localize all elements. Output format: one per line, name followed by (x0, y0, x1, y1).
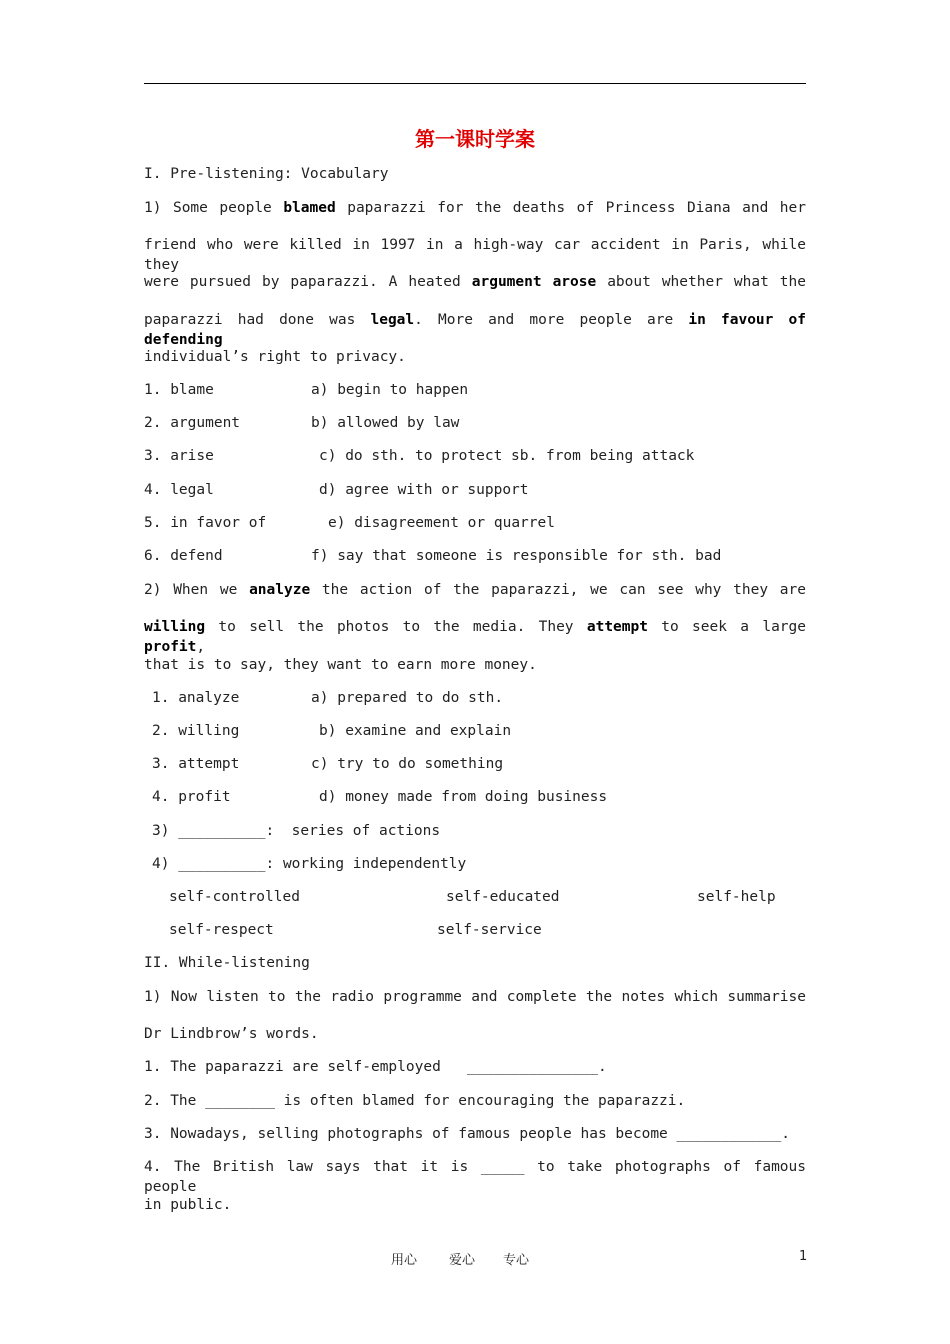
match-definition: b) allowed by law (311, 415, 460, 431)
match-term: 3. attempt (152, 756, 240, 772)
match-definition: e) disagreement or quarrel (328, 515, 555, 531)
paragraph-line: 1) Now listen to the radio programme and complete the notes which summarise (144, 989, 806, 1005)
paragraph-line: 2) When we analyze the action of the paparazzi, we can see why they are (144, 582, 806, 598)
question-item: 2. The ________ is often blamed for encouraging the paparazzi. (144, 1093, 686, 1109)
match-term: 6. defend (144, 548, 223, 564)
match-definition: c) do sth. to protect sb. from being attack (319, 448, 695, 464)
match-definition: d) money made from doing business (319, 789, 608, 805)
match-term: 4. legal (144, 482, 214, 498)
question-item: in public. (144, 1197, 232, 1213)
match-term: 3. arise (144, 448, 214, 464)
blank-item: 4) __________: working independently (152, 856, 467, 872)
match-term: 5. in favor of (144, 515, 267, 531)
match-term: 4. profit (152, 789, 231, 805)
page-title: 第一课时学案 (415, 127, 535, 151)
footer-text: 爱心 (449, 1253, 476, 1268)
word-option: self-respect (169, 922, 274, 938)
word-option: self-service (437, 922, 542, 938)
match-definition: d) agree with or support (319, 482, 529, 498)
match-definition: f) say that someone is responsible for sth. bad (311, 548, 722, 564)
paragraph-line: Dr Lindbrow’s words. (144, 1026, 319, 1042)
header-rule (144, 83, 806, 84)
page-number: 1 (799, 1249, 808, 1264)
match-term: 2. argument (144, 415, 241, 431)
section-heading: II. While-listening (144, 955, 310, 971)
paragraph-line: were pursued by paparazzi. A heated argument arose about whether what the (144, 274, 806, 290)
match-definition: b) examine and explain (319, 723, 512, 739)
section-heading: I. Pre-listening: Vocabulary (144, 166, 389, 182)
paragraph-line: 1) Some people blamed paparazzi for the deaths of Princess Diana and her (144, 200, 806, 216)
match-term: 1. analyze (152, 690, 240, 706)
paragraph-line: that is to say, they want to earn more money. (144, 657, 537, 673)
match-definition: c) try to do something (311, 756, 504, 772)
paragraph-line: paparazzi had done was legal. More and more people are in favour of defending (144, 312, 806, 348)
word-option: self-controlled (169, 889, 300, 905)
word-option: self-help (697, 889, 776, 905)
question-item: 3. Nowadays, selling photographs of famous people has become ____________. (144, 1126, 791, 1142)
match-term: 1. blame (144, 382, 214, 398)
match-definition: a) begin to happen (311, 382, 469, 398)
paragraph-line: friend who were killed in 1997 in a high-way car accident in Paris, while they (144, 237, 806, 273)
paragraph-line: individual’s right to privacy. (144, 349, 406, 365)
question-item: 1. The paparazzi are self-employed _______________. (144, 1059, 607, 1075)
footer-text: 专心 (503, 1253, 530, 1268)
question-item: 4. The British law says that it is _____ to take photographs of famous people (144, 1159, 806, 1195)
match-term: 2. willing (152, 723, 240, 739)
footer-text: 用心 (391, 1253, 418, 1268)
paragraph-line: willing to sell the photos to the media. They attempt to seek a large profit, (144, 619, 806, 655)
match-definition: a) prepared to do sth. (311, 690, 504, 706)
word-option: self-educated (446, 889, 560, 905)
blank-item: 3) __________: series of actions (152, 823, 441, 839)
